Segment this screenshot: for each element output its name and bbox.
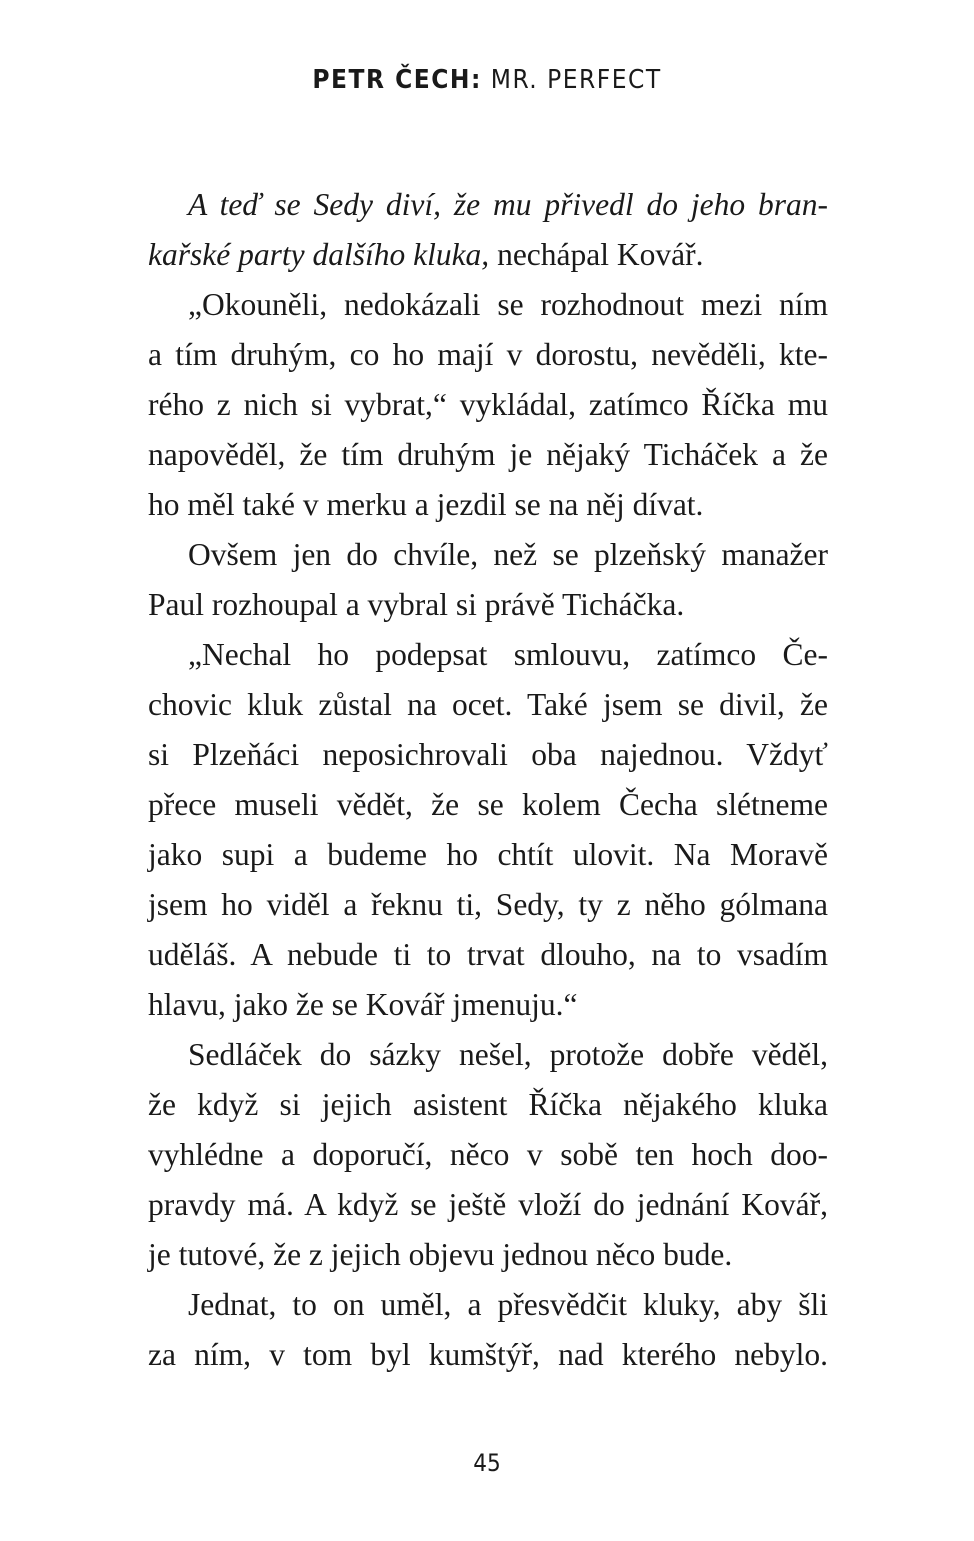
text-run: a tím druhým, co ho mají v dorostu, nevěděli, kte- [148,337,828,372]
text-line [148,180,828,230]
text-run: uděláš. A nebude ti to trvat dlouho, na to vsadím [148,937,828,972]
italic-text: A teď se Sedy diví, že mu přivedl do jeho bran- [188,187,828,222]
text-run: jsem ho viděl a řeknu ti, Sedy, ty z něho gólmana [148,887,828,922]
text-line [148,730,828,780]
text-run: přece museli vědět, že se kolem Čecha slétneme [148,787,828,822]
body-text [148,180,828,1380]
text-line [148,830,828,880]
text-line [148,380,828,430]
page-number: 45 [473,1449,501,1477]
text-line [148,1130,828,1180]
paragraph [148,530,828,630]
text-line [148,630,828,680]
text-line [148,580,828,630]
text-run: že když si jejich asistent Říčka nějakého kluka [148,1087,828,1122]
text-line [148,1280,828,1330]
text-line [148,880,828,930]
text-run: rého z nich si vybrat,“ vykládal, zatímco Říčka mu [148,387,828,422]
text-line [148,1230,828,1280]
text-line [148,930,828,980]
text-run: Sedláček do sázky nešel, protože dobře věděl, [188,1037,828,1072]
running-head-author: PETR ČECH: [312,65,482,95]
text-line [148,680,828,730]
text-run: „Okouněli, nedokázali se rozhodnout mezi ním [188,287,828,322]
text-run: Jednat, to on uměl, a přesvědčit kluky, aby šli [188,1287,828,1322]
text-run: jako supi a budeme ho chtít ulovit. Na Moravě [148,837,828,872]
paragraph [148,180,828,280]
text-run: napověděl, že tím druhým je nějaký Ticháček a že [148,437,828,472]
text-line [148,480,828,530]
text-line [148,1180,828,1230]
text-line [148,1030,828,1080]
text-run: Ovšem jen do chvíle, než se plzeňský manažer [188,537,828,572]
text-run: „Nechal ho podepsat smlouvu, zatímco Če- [188,637,828,672]
text-run: hlavu, jako že se Kovář jmenuju.“ [148,987,578,1022]
italic-text: kařské party dalšího kluka, [148,237,490,272]
text-line [148,330,828,380]
running-head-title: MR. PERFECT [490,65,662,95]
text-run: za ním, v tom byl kumštýř, nad kterého nebylo. [148,1337,828,1372]
paragraph [148,280,828,530]
paragraph [148,1280,828,1380]
text-line [148,280,828,330]
text-line [148,530,828,580]
text-line [148,230,828,280]
text-line [148,780,828,830]
paragraph [148,630,828,1030]
text-run: nechápal Kovář. [489,237,704,272]
text-run: si Plzeňáci neposichrovali oba najednou. Vždyť [148,737,828,772]
text-run: je tutové, že z jejich objevu jednou něco bude. [148,1237,733,1272]
text-run: ho měl také v merku a jezdil se na něj dívat. [148,487,704,522]
running-head [0,62,974,98]
text-run: chovic kluk zůstal na ocet. Také jsem se divil, že [148,687,828,722]
paragraph [148,1030,828,1280]
text-run: vyhlédne a doporučí, něco v sobě ten hoch doo- [148,1137,828,1172]
text-run: Paul rozhoupal a vybral si právě Ticháčka. [148,587,685,622]
text-line [148,1330,828,1380]
text-run: pravdy má. A když se ještě vloží do jednání Kovář, [148,1187,828,1222]
text-line [148,980,828,1030]
text-line [148,1080,828,1130]
text-line [148,430,828,480]
